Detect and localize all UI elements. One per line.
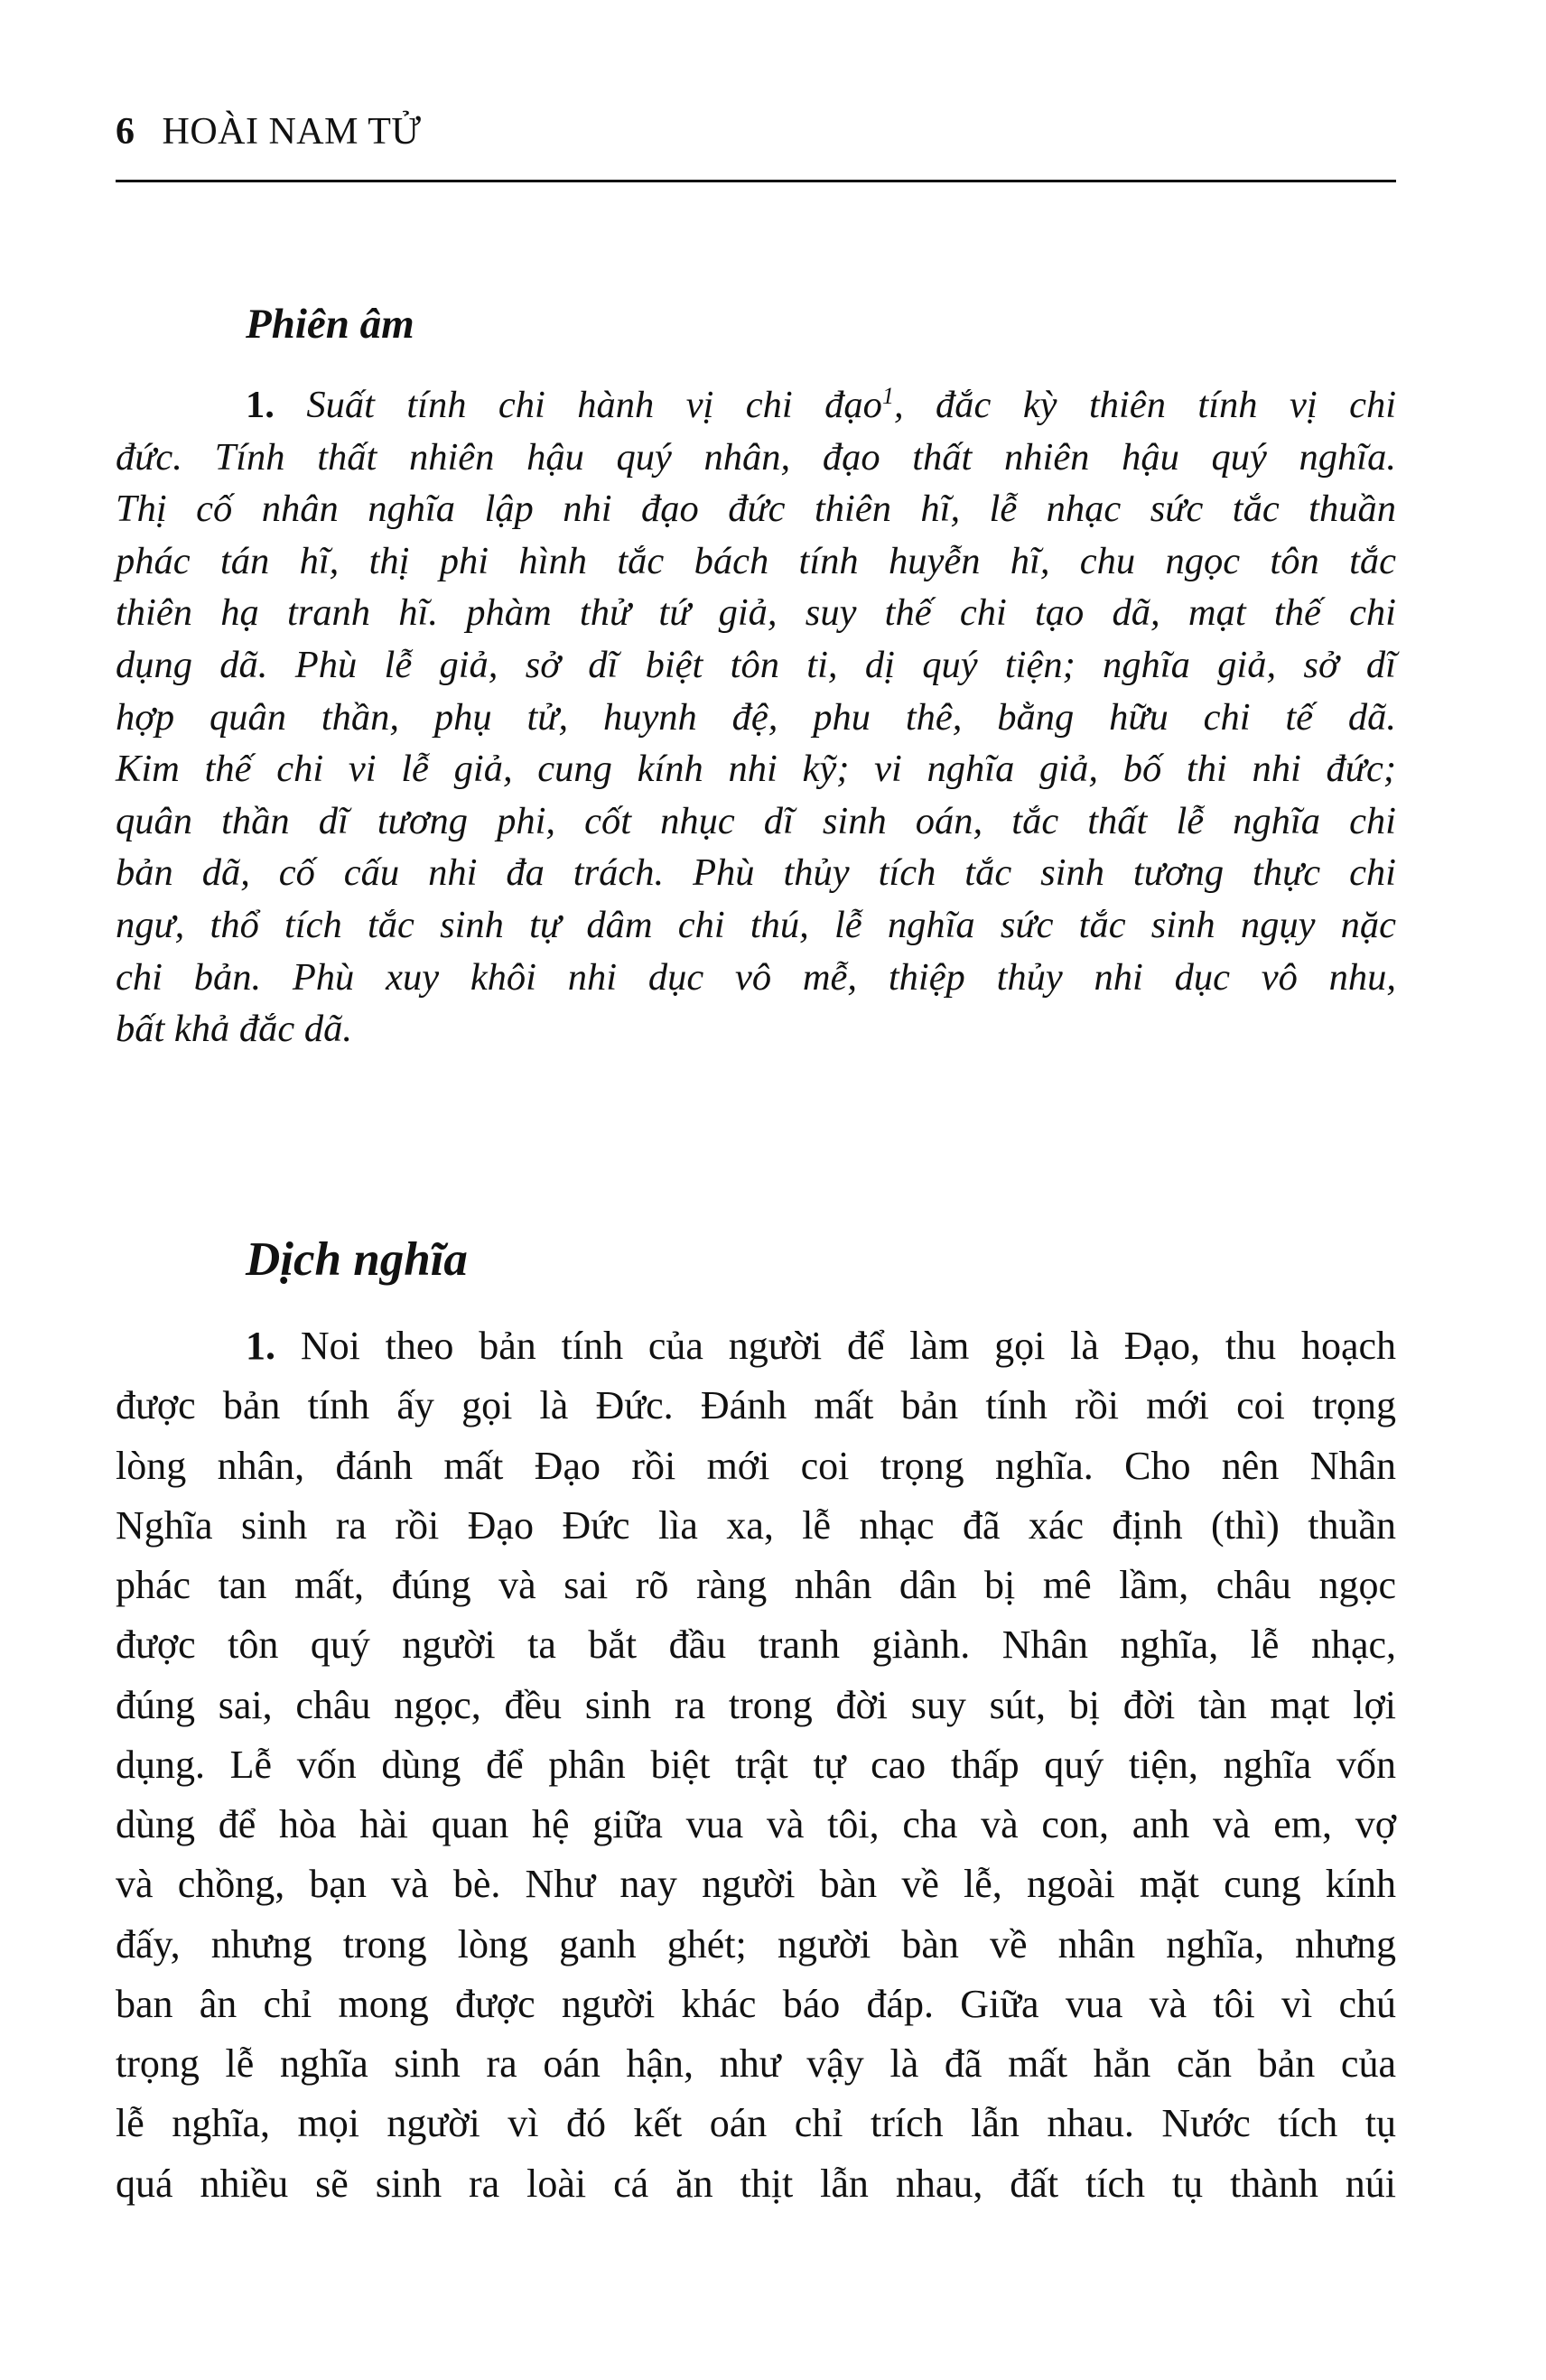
page-number: 6 <box>116 111 135 153</box>
line-text: Noi theo bản tính của người để làm gọi là Đạo, thu hoạch <box>300 1324 1397 1368</box>
text-line: phác tán hĩ, thị phi hình tắc bách tính huyễn hĩ, chu ngọc tôn tắc <box>116 539 1396 582</box>
text-line: bất khả đắc dã. <box>116 1008 353 1051</box>
section-heading-phien-am: Phiên âm <box>246 301 414 348</box>
text-line: quân thần dĩ tương phi, cốt nhục dĩ sinh oán, tắc thất lễ nghĩa chi <box>116 799 1396 842</box>
text-line: thiên hạ tranh hĩ. phàm thử tứ giả, suy thế chi tạo dã, mạt thế chi <box>116 591 1396 635</box>
phien-am-paragraph <box>116 379 1396 1055</box>
header-rule <box>116 180 1396 182</box>
text-line: ngư, thổ tích tắc sinh tự dâm chi thú, lễ nghĩa sức tắc sinh ngụy nặc <box>116 903 1396 946</box>
text-line <box>116 1316 1396 1376</box>
text-line <box>116 379 1396 432</box>
text-line: và chồng, bạn và bè. Như nay người bàn về lễ, ngoài mặt cung kính <box>116 1862 1396 1907</box>
text-line: quá nhiều sẽ sinh ra loài cá ăn thịt lẫn nhau, đất tích tụ thành núi <box>116 2161 1396 2206</box>
text-line: dùng để hòa hài quan hệ giữa vua và tôi, cha và con, anh và em, vợ <box>116 1802 1396 1846</box>
text-line: dụng dã. Phù lễ giả, sở dĩ biệt tôn ti, dị quý tiện; nghĩa giả, sở dĩ <box>116 643 1396 686</box>
text-line: chi bản. Phù xuy khôi nhi dục vô mễ, thiệp thủy nhi dục vô nhu, <box>116 955 1396 999</box>
text-line: hợp quân thần, phụ tử, huynh đệ, phu thê, bằng hữu chi tế dã. <box>116 695 1396 739</box>
book-title: HOÀI NAM TỬ <box>162 111 422 153</box>
running-header <box>116 110 421 153</box>
text-line: đức. Tính thất nhiên hậu quý nhân, đạo thất nhiên hậu quý nghĩa. <box>116 435 1396 479</box>
text-line: lòng nhân, đánh mất Đạo rồi mới coi trọng nghĩa. Cho nên Nhân <box>116 1443 1396 1488</box>
line-text: Suất tính chi hành vị chi đạo <box>306 384 882 426</box>
text-line: trọng lễ nghĩa sinh ra oán hận, như vậy là đã mất hẳn căn bản của <box>116 2041 1396 2086</box>
footnote-marker: 1 <box>881 382 894 409</box>
paragraph-number: 1. <box>246 384 275 426</box>
text-line: Kim thế chi vi lễ giả, cung kính nhi kỹ; vi nghĩa giả, bố thi nhi đức; <box>116 748 1396 791</box>
text-line: đúng sai, châu ngọc, đều sinh ra trong đời suy sút, bị đời tàn mạt lợi <box>116 1682 1396 1727</box>
text-line: đấy, nhưng trong lòng ganh ghét; người bàn về nhân nghĩa, nhưng <box>116 1921 1396 1966</box>
text-line: ban ân chỉ mong được người khác báo đáp. Giữa vua và tôi vì chú <box>116 1981 1396 2026</box>
line-text-tail: , đắc kỳ thiên tính vị chi <box>893 384 1397 426</box>
text-line: phác tan mất, đúng và sai rõ ràng nhân dân bị mê lầm, châu ngọc <box>116 1563 1396 1607</box>
text-line: Thị cố nhân nghĩa lập nhi đạo đức thiên hĩ, lễ nhạc sức tắc thuần <box>116 488 1396 531</box>
text-line: được tôn quý người ta bắt đầu tranh giành. Nhân nghĩa, lễ nhạc, <box>116 1622 1396 1668</box>
text-line: Nghĩa sinh ra rồi Đạo Đức lìa xa, lễ nhạc đã xác định (thì) thuần <box>116 1502 1396 1548</box>
text-line: lễ nghĩa, mọi người vì đó kết oán chỉ trích lẫn nhau. Nước tích tụ <box>116 2101 1396 2146</box>
paragraph-number: 1. <box>246 1324 275 1368</box>
section-heading-dich-nghia: Dịch nghĩa <box>246 1233 468 1286</box>
dich-nghia-paragraph <box>116 1316 1396 2214</box>
text-line: dụng. Lễ vốn dùng để phân biệt trật tự cao thấp quý tiện, nghĩa vốn <box>116 1742 1396 1787</box>
text-line: bản dã, cố cấu nhi đa trách. Phù thủy tích tắc sinh tương thực chi <box>116 851 1396 895</box>
text-line: được bản tính ấy gọi là Đức. Đánh mất bản tính rồi mới coi trọng <box>116 1383 1396 1428</box>
